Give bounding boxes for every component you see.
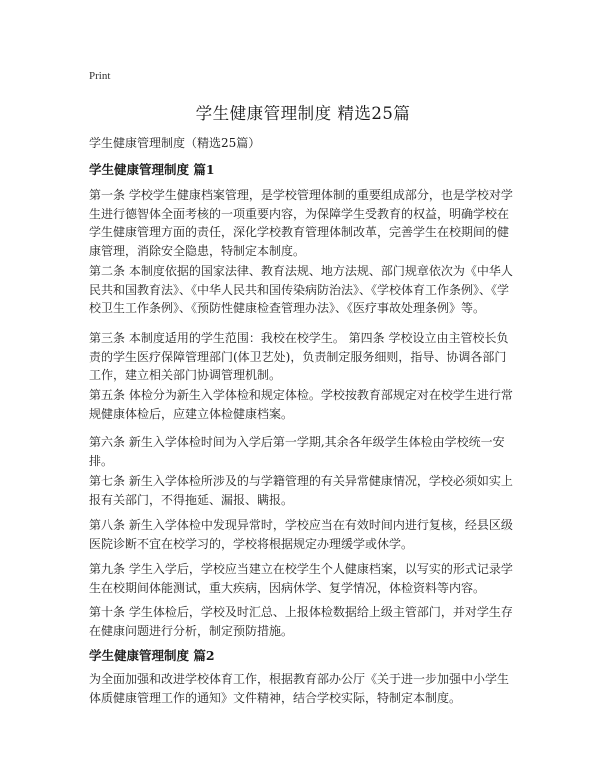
section-heading-1: 学生健康管理制度 篇1 (89, 162, 215, 177)
print-link[interactable]: Print (89, 70, 111, 82)
paragraph-section2-intro: 为全面加强和改进学校体育工作，根据教育部办公厅《关于进一步加强中小学生体质健康管理工作的通知》文件精神，结合学校实际，特制定本制度。 (89, 672, 510, 705)
paragraph-article-3: 第三条 本制度适用的学生范围：我校在校学生。 第四条 学校设立由主管校长负责的学生医疗保障管理部门(体卫艺处)，负责制定服务细则，指导、协调各部门工作，建立相关部门协调管理机制。 (89, 331, 509, 382)
document-subtitle: 学生健康管理制度（精选25篇） (89, 136, 261, 150)
document-title: 学生健康管理制度 精选25篇 (195, 104, 411, 123)
paragraph-article-8: 第八条 新生入学体检中发现异常时，学校应当在有效时间内进行复核，经县区级医院诊断不宜在校学习的，学校将根据规定办理缓学或休学。 (89, 518, 513, 551)
paragraph-article-9: 第九条 学生入学后，学校应当建立在校学生个人健康档案，以写实的形式记录学生在校期间体能测试，重大疾病，因病休学、复学情况，体检资料等内容。 (89, 562, 513, 595)
paragraph-article-5: 第五条 体检分为新生入学体检和规定体检。学校按教育部规定对在校学生进行常规健康体检后，应建立体检健康档案。 (89, 388, 513, 421)
section-heading-2: 学生健康管理制度 篇2 (89, 648, 215, 663)
paragraph-article-1: 第一条 学校学生健康档案管理，是学校管理体制的重要组成部分，也是学校对学生进行德智体全面考核的一项重要内容，为保障学生受教育的权益，明确学校在学生健康管理方面的责任，深化学校教育管理体制改革，完善学生在校期间的健康管理，消除安全隐患，特制定本制度。 (89, 188, 513, 258)
paragraph-article-10: 第十条 学生体检后，学校及时汇总、上报体检数据给上级主管部门，并对学生存在健康问题进行分析，制定预防措施。 (89, 605, 513, 638)
paragraph-article-6: 第六条 新生入学体检时间为入学后第一学期,其余各年级学生体检由学校统一安排。 (89, 435, 505, 468)
paragraph-article-7: 第七条 新生入学体检所涉及的与学籍管理的有关异常健康情况，学校必须如实上报有关部门，不得拖延、漏报、瞒报。 (89, 474, 513, 507)
paragraph-article-2: 第二条 本制度依据的国家法律、教育法规、地方法规、部门规章依次为《中华人民共和国教育法》、《中华人民共和国传染病防治法》、《学校体育工作条例》、《学校卫生工作条例》、《预防性健康检查管理办法》、《医疗事故处理条例》等。 (89, 264, 513, 315)
